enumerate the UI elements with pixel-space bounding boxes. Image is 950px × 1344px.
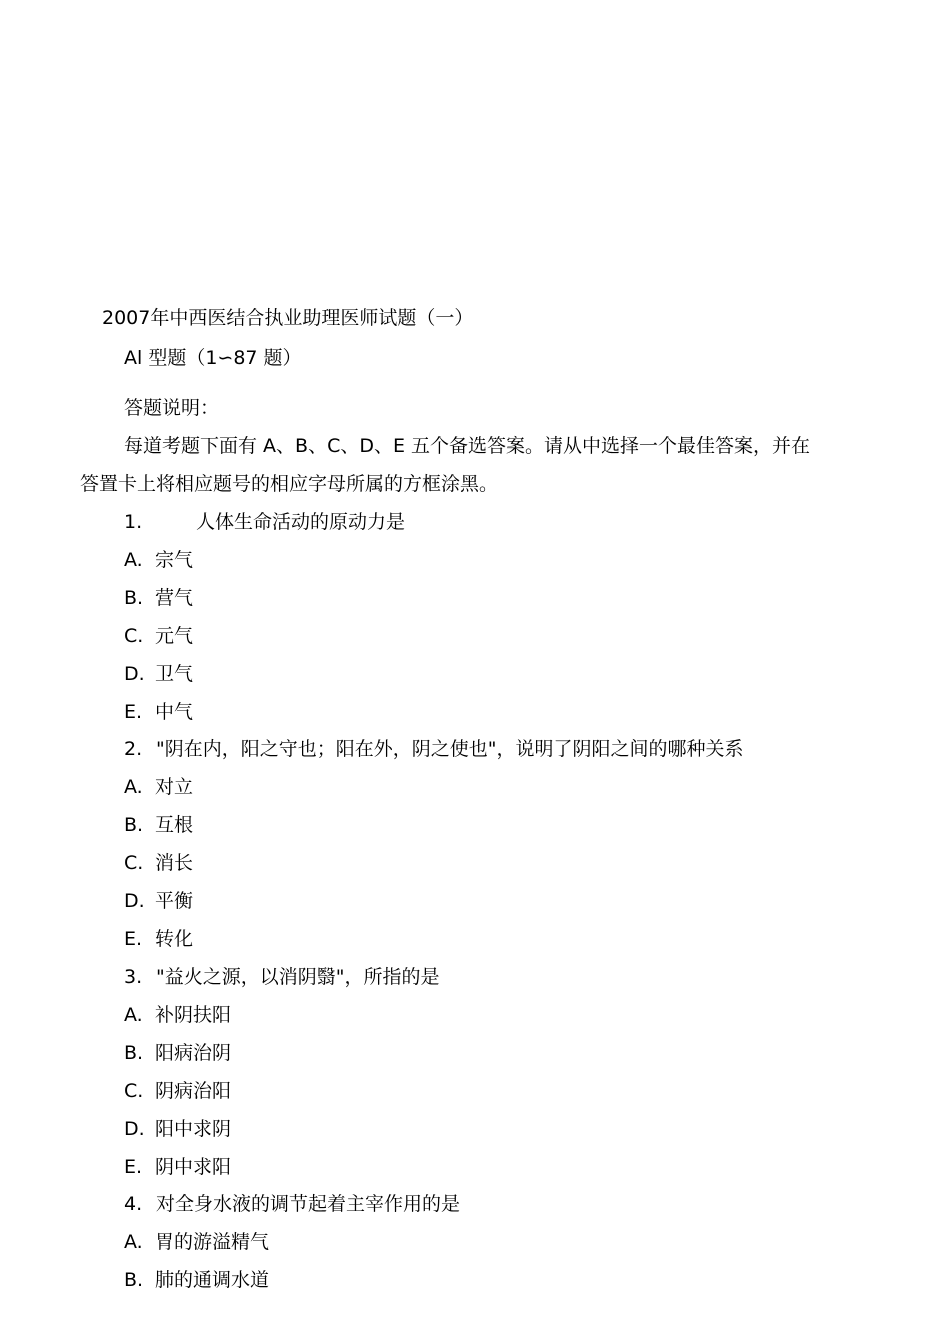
option-item bbox=[124, 927, 193, 951]
instructions-heading: 答题说明： bbox=[124, 397, 220, 419]
option-text: 转化 bbox=[155, 928, 194, 950]
option-letter: B. bbox=[124, 814, 144, 836]
section-heading: Al 型题（1∽87 题） bbox=[124, 347, 302, 369]
option-item bbox=[124, 1041, 231, 1065]
question-number: 3. bbox=[124, 966, 143, 988]
option-item bbox=[124, 1268, 269, 1292]
option-text: 肺的通调水道 bbox=[155, 1269, 270, 1291]
option-text: 阴病治阳 bbox=[155, 1080, 232, 1102]
option-letter: E. bbox=[124, 928, 143, 950]
option-item bbox=[124, 775, 193, 799]
option-text: 对立 bbox=[155, 776, 194, 798]
question-text: 人体生命活动的原动力是 bbox=[196, 511, 406, 533]
option-text: 阳中求阴 bbox=[155, 1118, 232, 1140]
option-item bbox=[124, 889, 193, 913]
option-text: 补阴扶阳 bbox=[155, 1004, 232, 1026]
option-letter: B. bbox=[124, 1042, 144, 1064]
option-item bbox=[124, 1117, 231, 1141]
question-2 bbox=[124, 737, 743, 761]
option-letter: D. bbox=[124, 890, 145, 912]
option-letter: E. bbox=[124, 701, 143, 723]
question-number: 4. bbox=[124, 1193, 143, 1215]
option-letter: B. bbox=[124, 1269, 144, 1291]
option-item bbox=[124, 1003, 231, 1027]
option-text: 元气 bbox=[155, 625, 194, 647]
option-item bbox=[124, 700, 193, 724]
question-text: "益火之源，以消阴翳"，所指的是 bbox=[156, 966, 440, 988]
option-item bbox=[124, 624, 193, 648]
option-item bbox=[124, 851, 193, 875]
option-letter: D. bbox=[124, 663, 145, 685]
option-letter: C. bbox=[124, 1080, 144, 1102]
option-text: 营气 bbox=[155, 587, 194, 609]
question-number: 2. bbox=[124, 738, 143, 760]
option-item bbox=[124, 662, 193, 686]
question-1 bbox=[124, 510, 405, 534]
instructions-text-line-1: 每道考题下面有 A、B、C、D、E 五个备选答案。请从中选择一个最佳答案，并在 bbox=[124, 435, 811, 457]
option-item bbox=[124, 1230, 269, 1254]
option-letter: A. bbox=[124, 776, 143, 798]
option-letter: A. bbox=[124, 1004, 143, 1026]
option-item bbox=[124, 1079, 231, 1103]
option-letter: D. bbox=[124, 1118, 145, 1140]
question-text: "阴在内，阳之守也；阳在外，阴之使也"，说明了阴阳之间的哪种关系 bbox=[156, 738, 744, 760]
option-item bbox=[124, 1155, 231, 1179]
option-text: 阴中求阳 bbox=[155, 1156, 232, 1178]
question-3 bbox=[124, 965, 439, 989]
option-text: 宗气 bbox=[155, 549, 194, 571]
option-letter: C. bbox=[124, 852, 144, 874]
option-text: 消长 bbox=[155, 852, 194, 874]
option-letter: B. bbox=[124, 587, 144, 609]
option-text: 中气 bbox=[155, 701, 194, 723]
option-text: 阳病治阴 bbox=[155, 1042, 232, 1064]
option-text: 平衡 bbox=[155, 890, 194, 912]
option-letter: A. bbox=[124, 1231, 143, 1253]
question-4 bbox=[124, 1192, 460, 1216]
option-text: 互根 bbox=[155, 814, 194, 836]
option-letter: C. bbox=[124, 625, 144, 647]
option-item bbox=[124, 548, 193, 572]
option-text: 胃的游溢精气 bbox=[155, 1231, 270, 1253]
option-item bbox=[124, 586, 193, 610]
document-title: 2007年中西医结合执业助理医师试题（一） bbox=[102, 307, 474, 329]
instructions-text-line-2: 答置卡上将相应题号的相应字母所属的方框涂黑。 bbox=[80, 473, 499, 495]
question-text: 对全身水液的调节起着主宰作用的是 bbox=[156, 1193, 461, 1215]
option-item bbox=[124, 813, 193, 837]
option-letter: A. bbox=[124, 549, 143, 571]
option-letter: E. bbox=[124, 1156, 143, 1178]
question-number: 1. bbox=[124, 511, 143, 533]
option-text: 卫气 bbox=[155, 663, 194, 685]
